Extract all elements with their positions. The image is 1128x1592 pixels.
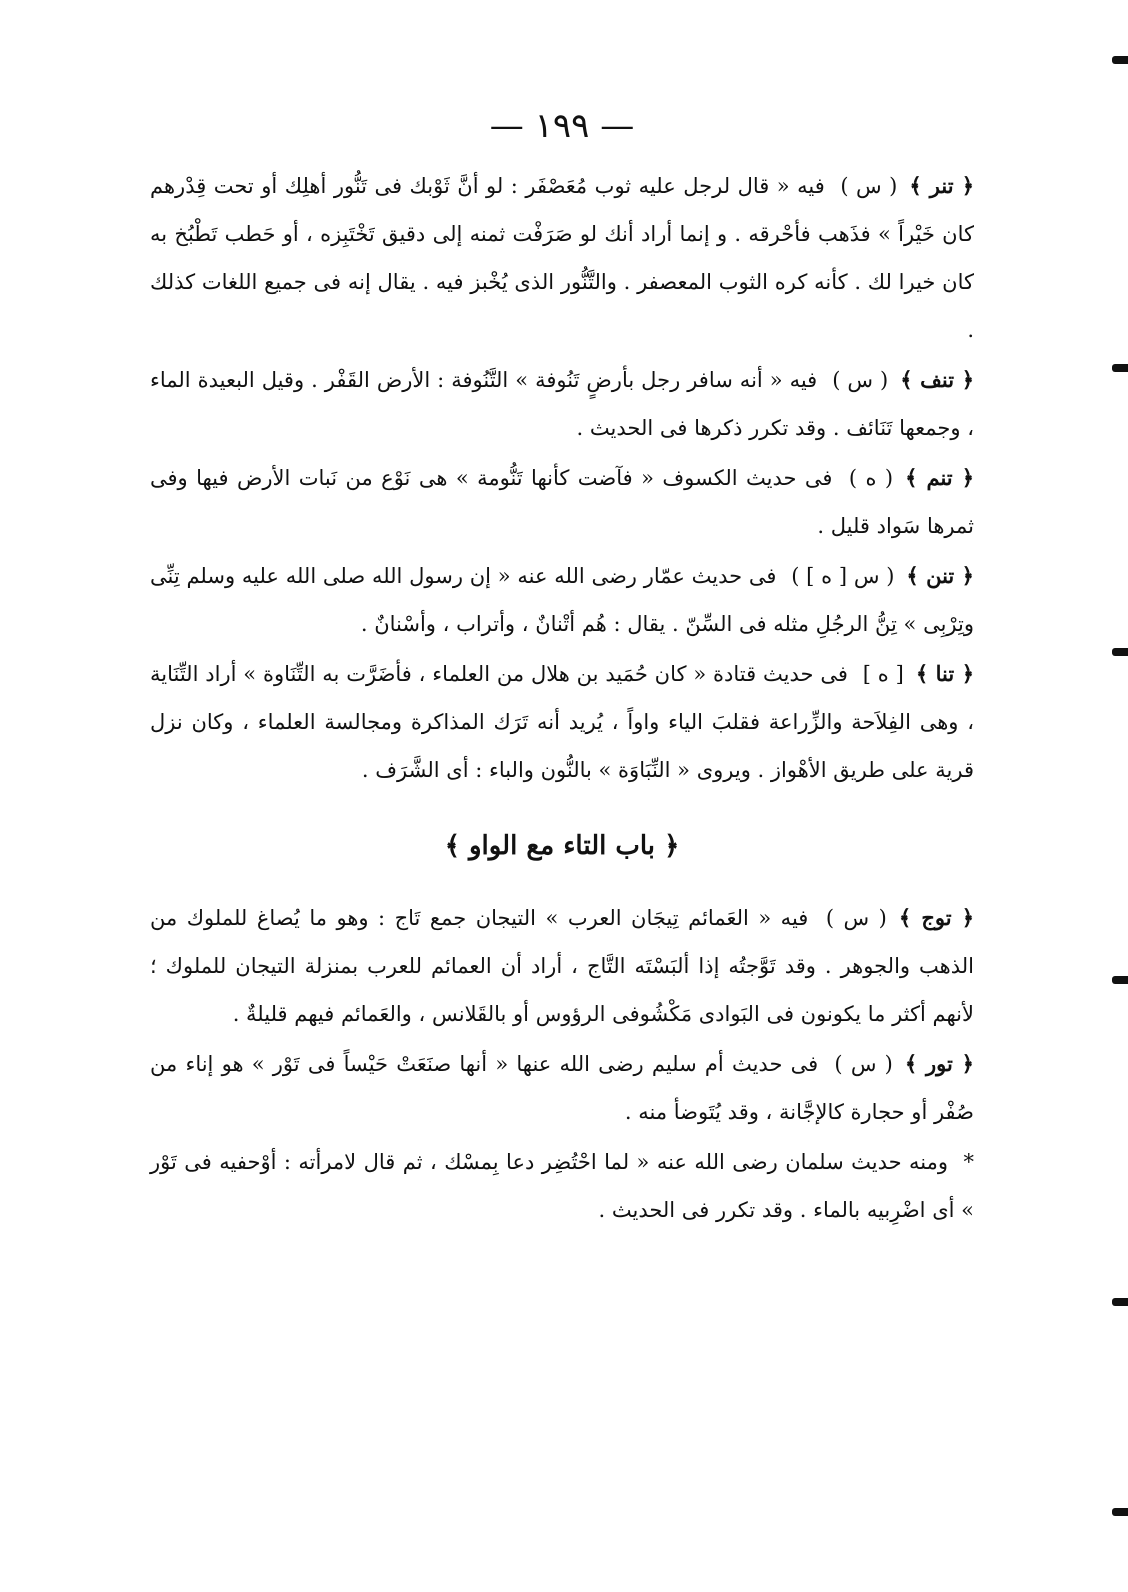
source-marker: ( س ) (834, 1052, 893, 1076)
entry-tawj (150, 894, 974, 1038)
entry-text: ومنه حديث سلمان رضى الله عنه « لما احْتُضِر دعا بِمسْك ، ثم قال لامرأته : أوْحفيه فى تَوْر » أى اضْرِبيه بالماء . وقد تكرر فى الحديث . (150, 1150, 974, 1222)
entry-text: فيه « العَمائم تِيجَان العرب » التيجان جمع تَاج : وهو ما يُصاغ للملوك من الذهب والجوهر . وقد تَوَّجتُه إذا ألبَسْتَه التَّاج ، أراد أن العمائم للعرب بمنزلة التيجان للملوك ؛ لأنهم أكثر ما يكونون فى البَوادى مَكْشُوفى الرؤوس أو بالقَلانس ، والعَمائم فيهم قليلةٌ . (150, 906, 974, 1026)
source-marker: ( س ) (840, 174, 898, 198)
entry-tanm (150, 454, 974, 550)
entry-text: فى حديث قتادة « كان حُمَيد بن هلال من العلماء ، فأضَرَّت به التِّنَاوة » أراد التِّنَاية ، وهى الفِلاَحة والزِّراعة فقلبَ الياء واواً ، يُريد أنه تَرَك المذاكرة ومجالسة العلماء ، وكان نزل قرية على طريق الأهْواز . ويروى « النِّبَاوَة » بالنُّون والباء : أى الشَّرَف . (150, 662, 974, 782)
entry-text: فى حديث الكسوف « فآضت كأنها تَنُّومة » هى نَوْع من نَبات الأرض فيها وفى ثمرها سَواد قليل . (150, 466, 974, 538)
asterisk-marker: * (963, 1150, 974, 1174)
headword: ﴿ تنا ﴾ (915, 661, 975, 686)
scan-edge-mark (1112, 56, 1128, 64)
entry-tawr-hadith (150, 1138, 974, 1234)
headword: ﴿ تور ﴾ (904, 1051, 974, 1076)
headword: ﴿ تنن ﴾ (906, 563, 974, 588)
source-marker: ( س ) (825, 906, 887, 930)
headword: ﴿ توج ﴾ (898, 905, 975, 930)
entry-tawr (150, 1040, 974, 1136)
scan-edge-mark (1112, 364, 1128, 372)
headword: ﴿ تنف ﴾ (900, 367, 975, 392)
scan-edge-mark (1112, 648, 1128, 656)
headword: ﴿ تنر ﴾ (909, 173, 975, 198)
entry-tana (150, 650, 974, 794)
entry-text: فيه « أنه سافر رجل بأرضٍ تَنُوفة » التَّنُوفة : الأرض القَفْر . وقيل البعيدة الماء ، وجمعها تَنَائف . وقد تكرر ذكرها فى الحديث . (150, 368, 974, 440)
entry-tanr (150, 162, 974, 354)
source-marker: [ ه ] (862, 662, 904, 686)
entry-text: فيه « قال لرجل عليه ثوب مُعَصْفَر : لو أنَّ ثَوْبك فى تَنُّور أهلِك أو تحت قِدْرهم كان خَيْراً » فذَهب فأحْرقه . و إنما أراد أنك لو صَرَفْت ثمنه إلى دقيق تَخْتَبِزه ، أو حَطب تَطْبُخ به كان خيرا لك . كأنه كره الثوب المعصفر . والتَّنُّور الذى يُخْبز فيه . يقال إنه فى جميع اللغات كذلك . (150, 174, 974, 342)
entry-text: فى حديث أم سليم رضى الله عنها « أنها صنَعَتْ حَيْساً فى تَوْر » هو إناء من صُفْر أو حجارة كالإجَّانة ، وقد يُتَوضأ منه . (150, 1052, 974, 1124)
headword: ﴿ تنم ﴾ (905, 465, 975, 490)
scan-edge-mark (1112, 1508, 1128, 1516)
entry-text: فى حديث عمّار رضى الله عنه « إن رسول الله صلى الله عليه وسلم تِنِّى وتِرْبِى » تِنُّ الرجُلِ مثله فى السِّنّ . يقال : هُم أتْنانٌ ، وأتراب ، وأسْنانٌ . (150, 564, 974, 636)
entry-tanf (150, 356, 974, 452)
source-marker: ( س ) (832, 368, 889, 392)
source-marker: ( ه ) (848, 466, 894, 490)
scan-edge-mark (1112, 1298, 1128, 1306)
page-number: — ١٩٩ — (489, 106, 635, 146)
scan-edge-mark (1112, 976, 1128, 984)
document-page (150, 100, 974, 1540)
source-marker: ( س [ ه ] ) (791, 564, 895, 588)
section-title: ﴿ باب التاء مع الواو ﴾ (444, 831, 680, 861)
entry-tann (150, 552, 974, 648)
